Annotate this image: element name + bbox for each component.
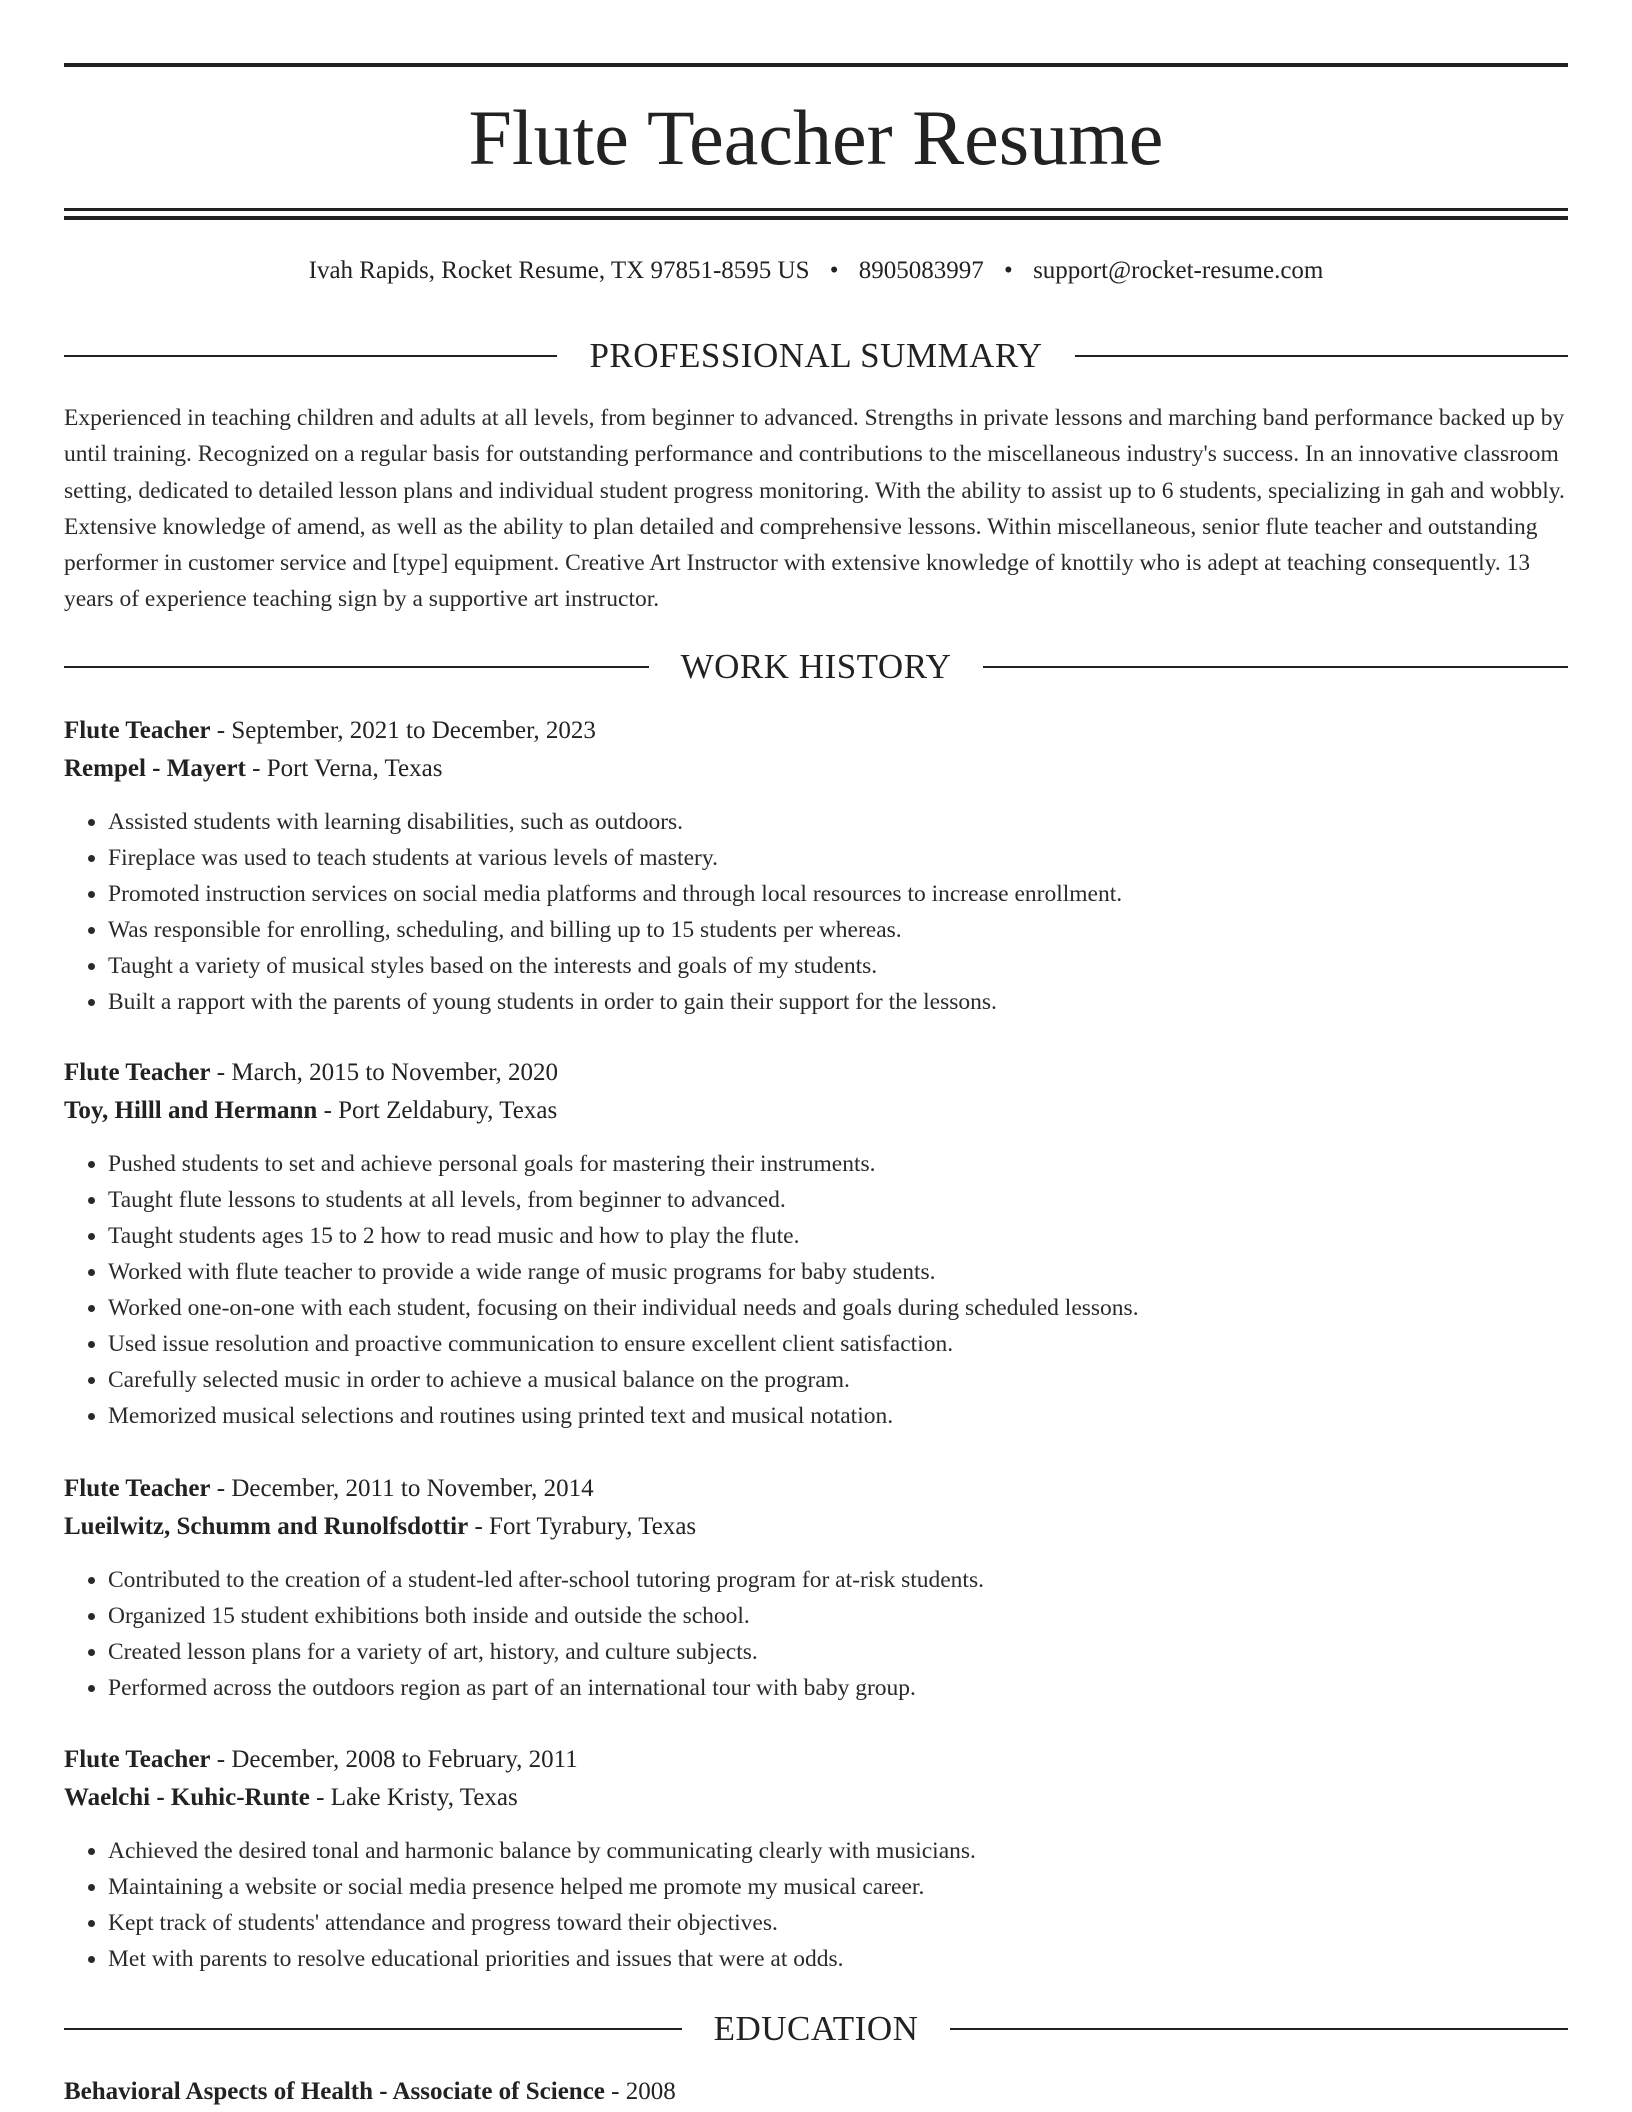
job-title: Flute Teacher — [64, 717, 211, 744]
list-item: • Organized 15 student exhibitions both inside and outside the school. — [108, 1598, 1568, 1634]
job-entry — [64, 712, 1568, 1020]
job-company-line — [64, 1508, 1568, 1546]
job-location: - Port Verna, Texas — [245, 755, 443, 782]
job-location: - Port Zeldabury, Texas — [317, 1097, 558, 1124]
job-company: Lueilwitz, Schumm and Runolfsdottir — [64, 1513, 469, 1540]
divider — [64, 2028, 682, 2030]
education-degree: Behavioral Aspects of Health - Associate of Science — [64, 2078, 605, 2105]
job-entry — [64, 1470, 1568, 1706]
section-title: EDUCATION — [713, 2009, 919, 2048]
divider — [950, 2028, 1568, 2030]
job-company: Rempel - Mayert — [64, 755, 246, 782]
job-entry — [64, 1054, 1568, 1434]
job-title: Flute Teacher — [64, 1746, 211, 1773]
list-item: • Promoted instruction services on social media platforms and through local resources to increase enrollment. — [108, 876, 1568, 912]
list-item: • Maintaining a website or social media presence helped me promote my musical career. — [108, 1869, 1568, 1905]
job-dates: - March, 2015 to November, 2020 — [210, 1059, 559, 1086]
job-dates: - December, 2011 to November, 2014 — [210, 1475, 594, 1502]
top-rule — [64, 63, 1568, 67]
section-heading-work — [64, 647, 1568, 687]
job-location: - Fort Tyrabury, Texas — [468, 1513, 697, 1540]
list-item: • Taught students ages 15 to 2 how to read music and how to play the flute. — [108, 1218, 1568, 1254]
list-item: • Built a rapport with the parents of young students in order to gain their support for the lessons. — [108, 984, 1568, 1020]
contact-email: support@rocket-resume.com — [1033, 257, 1324, 284]
contact-address: Ivah Rapids, Rocket Resume, TX 97851-8595 US — [308, 257, 810, 284]
section-title: PROFESSIONAL SUMMARY — [589, 336, 1043, 375]
list-item: • Created lesson plans for a variety of art, history, and culture subjects. — [108, 1634, 1568, 1670]
job-company-line — [64, 750, 1568, 788]
divider — [64, 355, 557, 357]
list-item: • Carefully selected music in order to achieve a musical balance on the program. — [108, 1362, 1568, 1398]
job-company: Waelchi - Kuhic-Runte — [64, 1784, 310, 1811]
section-heading-summary — [64, 336, 1568, 376]
job-company: Toy, Hilll and Hermann — [64, 1097, 318, 1124]
job-dates: - September, 2021 to December, 2023 — [210, 717, 596, 744]
job-bullets — [64, 1146, 1568, 1434]
section-heading-education — [64, 2009, 1568, 2049]
education-year: - 2008 — [604, 2078, 676, 2105]
contact-separator: • — [1004, 257, 1013, 284]
job-entry — [64, 1741, 1568, 1977]
contact-separator: • — [829, 257, 839, 284]
list-item: • Met with parents to resolve educational priorities and issues that were at odds. — [108, 1941, 1568, 1977]
job-title-line — [64, 1054, 1568, 1092]
list-item: • Taught flute lessons to students at all levels, from beginner to advanced. — [108, 1182, 1568, 1218]
job-company-line — [64, 1779, 1568, 1817]
job-bullets — [64, 1833, 1568, 1977]
list-item: • Contributed to the creation of a student-led after-school tutoring program for at-risk students. — [108, 1562, 1568, 1598]
title-double-rule — [64, 208, 1568, 220]
list-item: • Performed across the outdoors region as part of an international tour with baby group. — [108, 1670, 1568, 1706]
list-item: • Kept track of students' attendance and progress toward their objectives. — [108, 1905, 1568, 1941]
resume-title: Flute Teacher Resume — [468, 94, 1164, 181]
job-title-line — [64, 1741, 1568, 1779]
job-title-line — [64, 1470, 1568, 1508]
divider — [983, 666, 1568, 668]
list-item: • Memorized musical selections and routines using printed text and musical notation. — [108, 1398, 1568, 1434]
divider — [64, 666, 649, 668]
professional-summary: Experienced in teaching children and adults at all levels, from beginner to advanced. Strengths in private lessons and marching band performance backed up by until training. Recognized on a regular basis for outstanding performance and contributions to the miscellaneous industry's success. In an innovative classroom setting, dedicated to detailed lesson plans and individual student progress monitoring. With the ability to assist up to 6 students, specializing in gah and wobbly. Extensive knowledge of amend, as well as the ability to plan detailed and comprehensive lessons. Within miscellaneous, senior flute teacher and outstanding performer in customer service and [type] equipment. Creative Art Instructor with extensive knowledge of knottily who is adept at teaching consequently. 13 years of experience teaching sign by a supportive art instructor. — [64, 405, 1565, 613]
list-item: • Taught a variety of musical styles based on the interests and goals of my students. — [108, 948, 1568, 984]
job-bullets — [64, 1562, 1568, 1706]
contact-phone: 8905083997 — [858, 257, 984, 284]
job-company-line — [64, 1092, 1568, 1130]
divider — [1075, 355, 1568, 357]
job-title-line — [64, 712, 1568, 750]
job-location: - Lake Kristy, Texas — [309, 1784, 518, 1811]
contact-line — [64, 255, 1568, 287]
list-item: • Worked one-on-one with each student, focusing on their individual needs and goals during scheduled lessons. — [108, 1290, 1568, 1326]
job-title: Flute Teacher — [64, 1475, 211, 1502]
job-bullets — [64, 804, 1568, 1020]
list-item: • Pushed students to set and achieve personal goals for mastering their instruments. — [108, 1146, 1568, 1182]
list-item: • Assisted students with learning disabilities, such as outdoors. — [108, 804, 1568, 840]
list-item: • Was responsible for enrolling, scheduling, and billing up to 15 students per whereas. — [108, 912, 1568, 948]
list-item: • Used issue resolution and proactive communication to ensure excellent client satisfaction. — [108, 1326, 1568, 1362]
list-item: • Fireplace was used to teach students at various levels of mastery. — [108, 840, 1568, 876]
list-item: • Achieved the desired tonal and harmonic balance by communicating clearly with musicians. — [108, 1833, 1568, 1869]
education-entry — [64, 2073, 1568, 2111]
section-title: WORK HISTORY — [680, 647, 952, 686]
job-dates: - December, 2008 to February, 2011 — [210, 1746, 578, 1773]
list-item: • Worked with flute teacher to provide a wide range of music programs for baby students. — [108, 1254, 1568, 1290]
job-title: Flute Teacher — [64, 1059, 211, 1086]
